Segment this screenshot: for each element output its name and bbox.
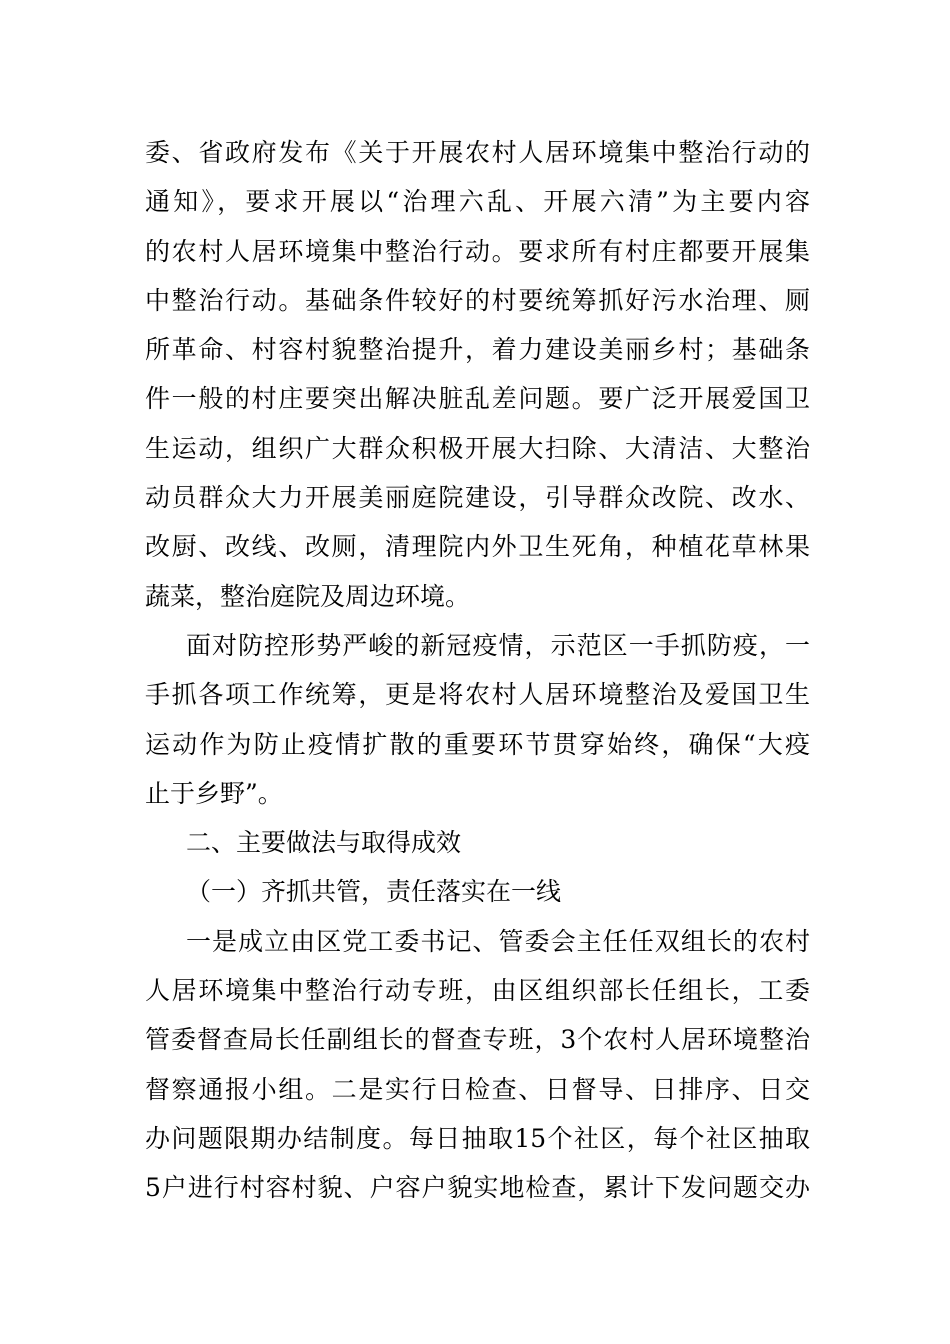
text-line: 督察通报小组。二是实行日检查、日督导、日排序、日交 bbox=[145, 1074, 810, 1104]
text-line: 蔬菜，整治庭院及周边环境。 bbox=[145, 581, 471, 611]
text-line: 通知》，要求开展以“治理六乱、开展六清”为主要内容 bbox=[145, 187, 810, 217]
text-line: 的农村人居环境集中整治行动。要求所有村庄都要开展集 bbox=[145, 236, 810, 266]
text-line: 手抓各项工作统筹，更是将农村人居环境整治及爱国卫生 bbox=[145, 680, 810, 710]
text-line: 办问题限期办结制度。每日抽取15个社区，每个社区抽取 bbox=[145, 1123, 810, 1153]
text-line: 所革命、村容村貌整治提升，着力建设美丽乡村；基础条 bbox=[145, 335, 810, 365]
text-line: 5户进行村容村貌、户容户貌实地检查，累计下发问题交办 bbox=[145, 1173, 810, 1203]
text-line: 运动作为防止疫情扩散的重要环节贯穿始终，确保“大疫 bbox=[145, 729, 810, 759]
text-line: 止于乡野”。 bbox=[145, 778, 283, 808]
text-line: 面对防控形势严峻的新冠疫情，示范区一手抓防疫，一 bbox=[186, 630, 810, 660]
text-line: 件一般的村庄要突出解决脏乱差问题。要广泛开展爱国卫 bbox=[145, 384, 810, 414]
heading-line: 二、主要做法与取得成效 bbox=[186, 828, 462, 858]
text-line: 委、省政府发布《关于开展农村人居环境集中整治行动的 bbox=[145, 138, 810, 167]
text-line: 中整治行动。基础条件较好的村要统筹抓好污水治理、厕 bbox=[145, 285, 810, 315]
section-heading bbox=[145, 818, 810, 867]
paragraph-2 bbox=[145, 621, 810, 818]
text-line: 改厨、改线、改厕，清理院内外卫生死角，种植花草林果 bbox=[145, 532, 810, 562]
subsection-heading bbox=[145, 867, 810, 916]
text-line: 管委督查局长任副组长的督查专班，3个农村人居环境整治 bbox=[145, 1025, 810, 1055]
text-line: 动员群众大力开展美丽庭院建设，引导群众改院、改水、 bbox=[145, 483, 810, 513]
paragraph-3 bbox=[145, 917, 810, 1213]
text-line: 人居环境集中整治行动专班，由区组织部长任组长，工委 bbox=[145, 976, 810, 1006]
text-line: 生运动，组织广大群众积极开展大扫除、大清洁、大整治 bbox=[145, 433, 810, 463]
document-body bbox=[145, 128, 810, 1213]
text-line: 一是成立由区党工委书记、管委会主任任双组长的农村 bbox=[186, 926, 810, 956]
heading-line: （一）齐抓共管，责任落实在一线 bbox=[186, 877, 562, 907]
paragraph-1 bbox=[145, 128, 810, 621]
